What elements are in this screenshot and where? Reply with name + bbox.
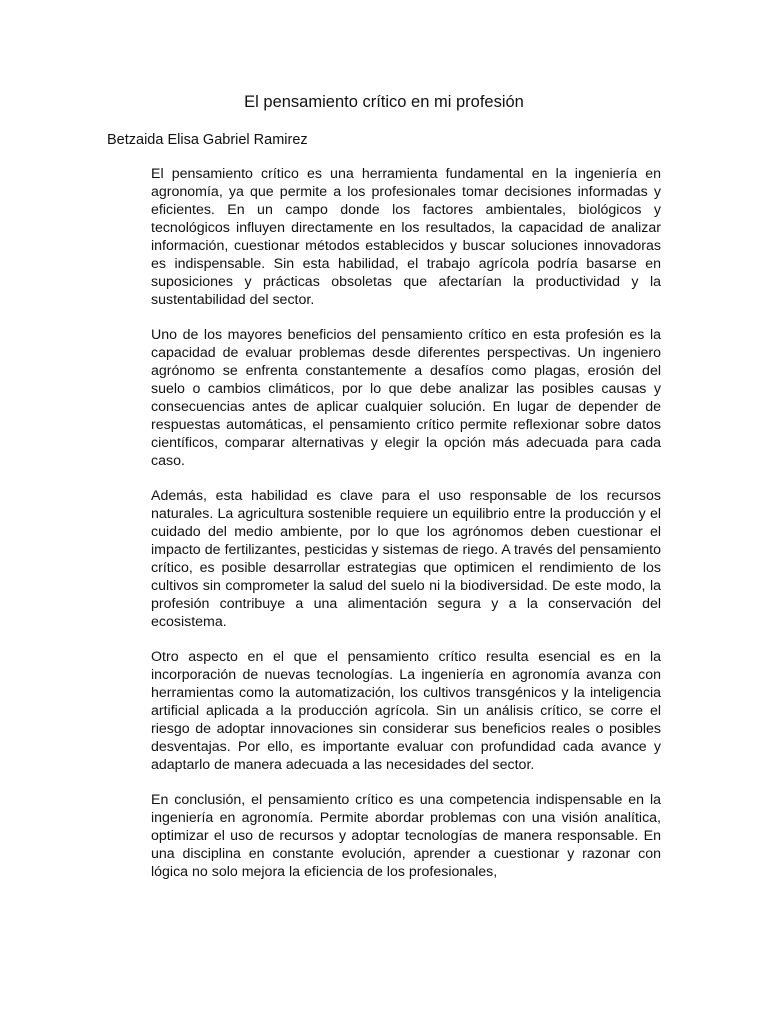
paragraph-1: El pensamiento crítico es una herramienta fundamental en la ingeniería en agronomía, ya que permite a los profesionales tomar decisiones informadas y eficientes. En un campo donde los factores ambientales, biológicos y tecnológicos influyen directamente en los resultados, la capacidad de analizar información, cuestionar métodos establecidos y buscar soluciones innovadoras es indispensable. Sin esta habilidad, el trabajo agrícola podría basarse en suposiciones y prácticas obsoletas que afectarían la productividad y la sustentabilidad del sector.: [151, 166, 661, 308]
document-body: [151, 165, 661, 898]
document-author: Betzaida Elisa Gabriel Ramirez: [107, 132, 308, 148]
document-title: El pensamiento crítico en mi profesión: [244, 93, 524, 111]
paragraph-2: Uno de los mayores beneficios del pensamiento crítico en esta profesión es la capacidad de evaluar problemas desde diferentes perspectivas. Un ingeniero agrónomo se enfrenta constantemente a desafíos como plagas, erosión del suelo o cambios climáticos, por lo que debe analizar las posibles causas y consecuencias antes de aplicar cualquier solución. En lugar de depender de respuestas automáticas, el pensamiento crítico permite reflexionar sobre datos científicos, comparar alternativas y elegir la opción más adecuada para cada caso.: [151, 327, 661, 469]
paragraph-3: Además, esta habilidad es clave para el uso responsable de los recursos naturales. La agricultura sostenible requiere un equilibrio entre la producción y el cuidado del medio ambiente, por lo que los agrónomos deben cuestionar el impacto de fertilizantes, pesticidas y sistemas de riego. A través del pensamiento crítico, es posible desarrollar estrategias que optimicen el rendimiento de los cultivos sin comprometer la salud del suelo ni la biodiversidad. De este modo, la profesión contribuye a una alimentación segura y a la conservación del ecosistema.: [151, 488, 661, 630]
paragraph-4: Otro aspecto en el que el pensamiento crítico resulta esencial es en la incorporación de nuevas tecnologías. La ingeniería en agronomía avanza con herramientas como la automatización, los cultivos transgénicos y la inteligencia artificial aplicada a la producción agrícola. Sin un análisis crítico, se corre el riesgo de adoptar innovaciones sin considerar sus beneficios reales o posibles desventajas. Por ello, es importante evaluar con profundidad cada avance y adaptarlo de manera adecuada a las necesidades del sector.: [151, 649, 661, 773]
paragraph-5: En conclusión, el pensamiento crítico es una competencia indispensable en la ingeniería en agronomía. Permite abordar problemas con una visión analítica, optimizar el uso de recursos y adoptar tecnologías de manera responsable. En una disciplina en constante evolución, aprender a cuestionar y razonar con lógica no solo mejora la eficiencia de los profesionales,: [151, 792, 661, 880]
